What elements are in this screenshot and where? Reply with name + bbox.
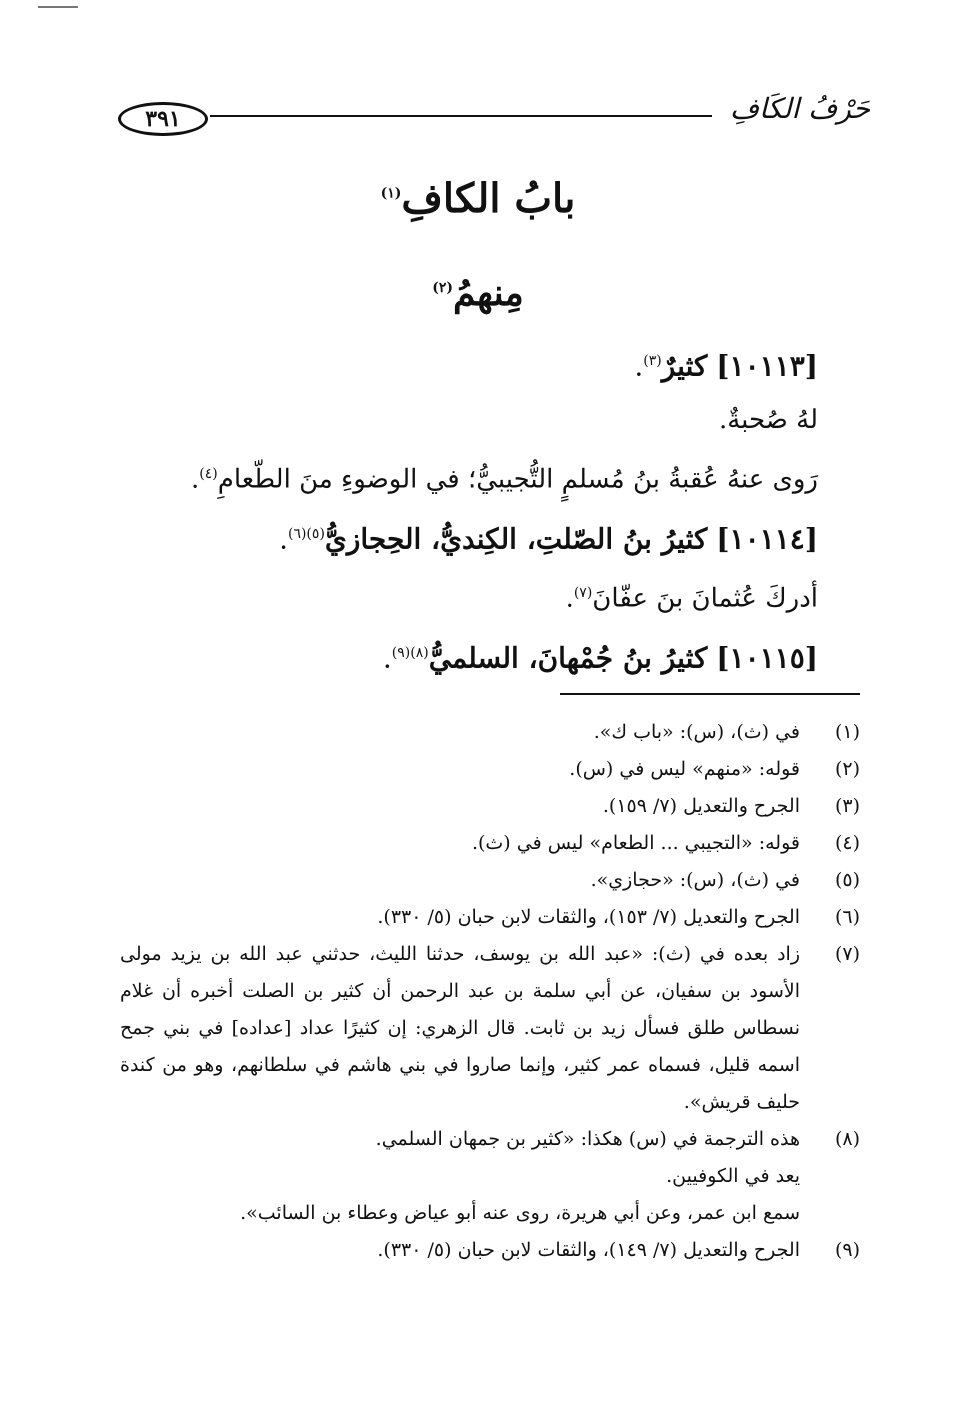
entry-10115 xyxy=(138,626,818,685)
footnote-ref: (٧) xyxy=(573,585,593,602)
chapter-footnote-ref: (١) xyxy=(380,185,402,202)
footnote-ref: (٥)(٦) xyxy=(287,525,325,542)
entry-number: [١٠١١٥] xyxy=(716,641,818,675)
entry-10114 xyxy=(138,507,818,566)
footnote-number: (٣) xyxy=(834,795,860,817)
footnote-ref: (٨)(٩) xyxy=(391,644,429,661)
section-title xyxy=(138,272,818,314)
entry-name: كثيرُ بنُ الصّلتِ، الكِنديُّ، الحِجازيُّ xyxy=(324,522,708,556)
footnote-text: الجرح والتعديل (٧/ ١٥٣)، والثقات لابن حبان (٥/ ٣٣٠). xyxy=(377,906,800,928)
footnote-continuation: يعد في الكوفيين. xyxy=(666,1165,800,1187)
footnote xyxy=(120,714,860,751)
footnote-number: (٩) xyxy=(834,1239,860,1261)
footnote xyxy=(120,825,860,862)
entry-text-body: أدركَ عُثمانَ بنَ عفّانَ xyxy=(592,583,818,614)
footnote-number: (٦) xyxy=(834,906,860,928)
footnote-separator xyxy=(560,693,860,695)
entry-name: كثيرُ بنُ جُمْهانَ، السلميُّ xyxy=(428,641,708,675)
top-mark xyxy=(38,6,78,8)
footnote-text: في (ث)، (س): «حجازي». xyxy=(590,869,800,891)
footnote-number: (٤) xyxy=(834,832,860,854)
entry-text xyxy=(138,566,818,626)
footnote-text: زاد بعده في (ث): «عبد الله بن يوسف، حدثنا الليث، حدثني عبد الله بن يزيد مولى الأسود بن سفيان، عن أبي سلمة بن عبد الرحمن أن كثير بن الصلت أخبره أن غلام نسطاس طلق فسأل زيد بن ثابت. قال الزهري: إن كثيرًا عداد [عداده] في بني جمح اسمه قليل، فسماه عمر كثير، وإنما صاروا في بني هاشم في سلطانهم، وهو من كندة حليف قريش». xyxy=(120,943,800,1113)
entry-end: . xyxy=(634,349,644,383)
footnote-text: في (ث)، (س): «باب ك». xyxy=(593,721,800,743)
footnote xyxy=(120,788,860,825)
footnote-number: (٧) xyxy=(834,943,860,965)
entry-end: . xyxy=(191,464,200,495)
section-footnote-ref: (٢) xyxy=(432,280,454,296)
footnote-continuation: سمع ابن عمر، وعن أبي هريرة، روى عنه أبو عياض وعطاء بن السائب». xyxy=(240,1202,800,1224)
entry-10113 xyxy=(138,334,818,393)
entry-text: لهُ صُحبةٌ. xyxy=(718,405,818,436)
page-header xyxy=(110,88,870,148)
footnote-number: (٥) xyxy=(834,869,860,891)
footnote xyxy=(120,936,860,1121)
footnote xyxy=(120,899,860,936)
page-number: ٣٩١ xyxy=(118,102,208,136)
footnote xyxy=(120,1121,860,1158)
running-title: حَرْفُ الكَافِ xyxy=(729,92,870,125)
footnote xyxy=(120,862,860,899)
footnote-ref: (٤) xyxy=(199,466,218,483)
entry-name: كثيرٌ xyxy=(661,349,708,383)
entry-end: . xyxy=(565,583,574,614)
footnote-number: (١) xyxy=(834,721,860,743)
footnotes xyxy=(120,714,860,1269)
entry-end: . xyxy=(382,641,392,675)
footnote xyxy=(120,751,860,788)
footnote-text: قوله: «منهم» ليس في (س). xyxy=(569,758,800,780)
footnote-ref: (٣) xyxy=(643,353,662,369)
main-content xyxy=(138,165,818,685)
footnote xyxy=(120,1232,860,1269)
footnote-text: قوله: «التجيبي ... الطعام» ليس في (ث). xyxy=(471,832,800,854)
footnote-text: الجرح والتعديل (٧/ ١٤٩)، والثقات لابن حبان (٥/ ٣٣٠). xyxy=(377,1239,800,1261)
chapter-title xyxy=(138,175,818,222)
header-rule xyxy=(210,115,712,117)
entry-text-body: رَوى عنهُ عُقبةُ بنُ مُسلمٍ التُّجيبيُّ؛ في الوضوءِ منَ الطّعامِ xyxy=(217,464,818,495)
section-title-text: مِنهمُ xyxy=(453,272,524,314)
chapter-title-text: بابُ الكافِ xyxy=(401,175,576,222)
footnote-number: (٨) xyxy=(834,1128,860,1150)
entry-number: [١٠١١٤] xyxy=(716,522,818,556)
footnote-number: (٢) xyxy=(834,758,860,780)
entry-number: [١٠١١٣] xyxy=(716,349,818,383)
footnote-text: الجرح والتعديل (٧/ ١٥٩). xyxy=(602,795,800,817)
entry-end: . xyxy=(279,522,288,556)
entry-text xyxy=(138,447,818,507)
footnote-text: هذه الترجمة في (س) هكذا: «كثير بن جمهان السلمي. xyxy=(375,1128,800,1150)
